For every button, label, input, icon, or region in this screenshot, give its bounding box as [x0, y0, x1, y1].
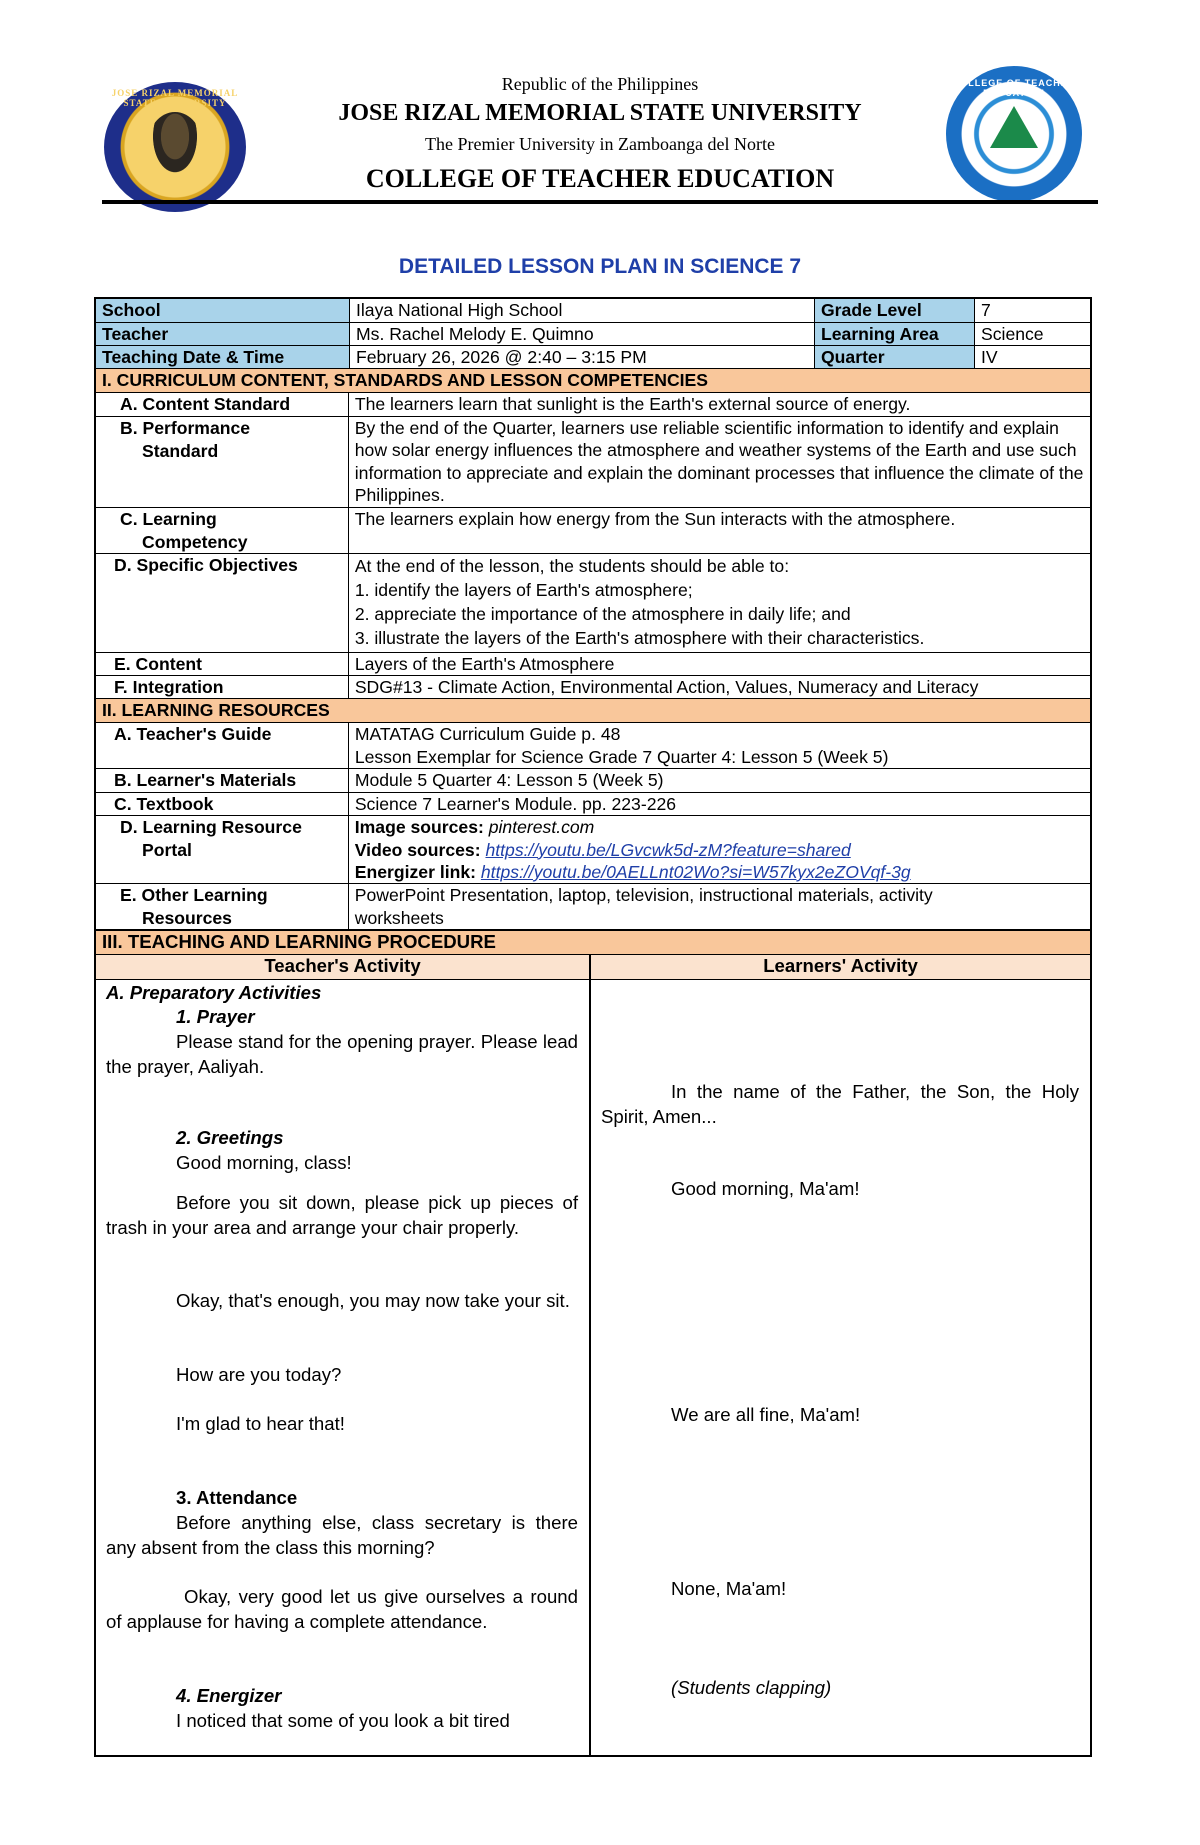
guide-line-1: MATATAG Curriculum Guide p. 48: [354, 724, 621, 744]
info-row-date: [96, 345, 1090, 368]
portal-label: [96, 816, 348, 883]
date-label: Teaching Date & Time: [96, 346, 349, 368]
learner-materials-row: [96, 768, 1090, 792]
teacher-value: Ms. Rachel Melody E. Quimno: [349, 323, 814, 345]
guide-line-2: Lesson Exemplar for Science Grade 7 Quarter 4: Lesson 5 (Week 5): [354, 746, 889, 767]
header-tagline: The Premier University in Zamboanga del Norte: [425, 134, 775, 154]
objectives-value: [348, 554, 1090, 652]
college-seal-text: COLLEGE OF TEACHER EDUCATION: [952, 78, 1076, 98]
curriculum-heading: I. CURRICULUM CONTENT, STANDARDS AND LESSON COMPETENCIES: [96, 369, 1090, 392]
competency-label: [96, 508, 348, 553]
competency-row: [96, 507, 1090, 553]
video-sources: [355, 839, 1084, 862]
guide-row: [96, 722, 1090, 768]
integration-label: F. Integration: [114, 677, 224, 697]
image-sources: [355, 816, 1084, 839]
attendance-text-1: Before anything else, class secretary is there any absent from the class this morning?: [106, 1512, 578, 1558]
school-value: Ilaya National High School: [349, 299, 814, 322]
portal-label-2: Portal: [142, 839, 192, 860]
guide-value: [348, 723, 1090, 768]
wellbeing-response: We are all fine, Ma'am!: [671, 1404, 861, 1425]
greeting-text-1: Good morning, class!: [176, 1152, 352, 1173]
greeting-response: Good morning, Ma'am!: [671, 1178, 860, 1199]
grade-label: Grade Level: [814, 299, 974, 322]
prayer-heading: 1. Prayer: [176, 1006, 255, 1027]
curriculum-section: [96, 368, 1090, 392]
teacher-activity-header: Teacher's Activity: [264, 955, 421, 976]
attendance-heading: 3. Attendance: [176, 1487, 298, 1508]
info-row-teacher: [96, 322, 1090, 345]
header-college: COLLEGE OF TEACHER EDUCATION: [365, 164, 835, 193]
energizer-heading: 4. Energizer: [176, 1685, 282, 1706]
grade-value: 7: [974, 299, 1090, 322]
performance-label-1: B. Performance: [120, 418, 251, 438]
other-resources-value: [348, 884, 1090, 929]
content-row: [96, 652, 1090, 675]
attendance-response: None, Ma'am!: [671, 1578, 787, 1599]
header-republic: Republic of the Philippines: [501, 74, 699, 94]
greeting-text-2: Before you sit down, please pick up pieces of trash in your area and arrange your chair properly.: [106, 1192, 578, 1238]
greeting-text-3: Okay, that's enough, you may now take your sit.: [176, 1290, 570, 1311]
quarter-value: IV: [974, 346, 1090, 368]
content-label: E. Content: [114, 654, 202, 674]
area-value: Science: [974, 323, 1090, 345]
integration-value: SDG#13 - Climate Action, Environmental Action, Values, Numeracy and Literacy: [348, 676, 1090, 698]
video-link[interactable]: https://youtu.be/LGvcwk5d-zM?feature=shared: [485, 839, 851, 860]
content-standard-value: The learners learn that sunlight is the Earth's external source of energy.: [348, 393, 1090, 416]
prayer-text: Please stand for the opening prayer. Please lead the prayer, Aaliyah.: [106, 1031, 578, 1077]
energizer-link[interactable]: https://youtu.be/0AELLnt02Wo?si=W57kyx2eZOVqf-3g: [480, 862, 911, 882]
competency-label-2: Competency: [142, 531, 248, 552]
objectives-row: [96, 553, 1090, 652]
competency-value: The learners explain how energy from the Sun interacts with the atmosphere.: [348, 508, 1090, 553]
resources-heading: II. LEARNING RESOURCES: [96, 699, 1090, 722]
other-resources-label-2: Resources: [142, 907, 232, 928]
objectives-intro: At the end of the lesson, the students should be able to:: [354, 556, 790, 576]
procedure-section: [96, 929, 1090, 954]
performance-label: [96, 417, 348, 507]
energizer-link-label: Energizer link:: [354, 862, 481, 882]
other-resources-row: [96, 883, 1090, 929]
energizer-text-1: I noticed that some of you look a bit tired: [176, 1710, 510, 1731]
image-sources-label: Image sources:: [354, 817, 489, 837]
content-standard-row: [96, 392, 1090, 416]
guide-label: A. Teacher's Guide: [114, 724, 272, 744]
university-seal-text: JOSE RIZAL MEMORIAL STATE UNIVERSITY: [111, 88, 239, 108]
quarter-label: Quarter: [814, 346, 974, 368]
objective-item: 1. identify the layers of Earth's atmosphere;: [354, 580, 693, 600]
info-row-school: [96, 299, 1090, 322]
textbook-label: C. Textbook: [114, 794, 214, 814]
learner-activity-column: [589, 980, 1090, 1755]
objectives-label: D. Specific Objectives: [114, 555, 298, 575]
other-resources-line-2: worksheets: [354, 907, 444, 928]
objective-item: 2. appreciate the importance of the atmosphere in daily life; and: [354, 604, 851, 624]
portal-value: [348, 816, 1090, 883]
integration-row: [96, 675, 1090, 698]
performance-standard-row: [96, 416, 1090, 507]
image-sources-value: pinterest.com: [488, 817, 595, 837]
content-standard-label: A. Content Standard: [120, 394, 291, 414]
learner-materials-value: Module 5 Quarter 4: Lesson 5 (Week 5): [348, 769, 1090, 792]
activity-body: [96, 979, 1090, 1755]
competency-label-1: C. Learning: [120, 509, 217, 529]
teacher-label: Teacher: [96, 323, 349, 345]
preparatory-heading: A. Preparatory Activities: [106, 982, 322, 1003]
teacher-activity-column: [96, 980, 589, 1755]
greetings-heading: 2. Greetings: [176, 1127, 284, 1148]
portal-label-1: D. Learning Resource: [120, 817, 302, 837]
other-resources-label: [96, 884, 348, 929]
learner-activity-header: Learners' Activity: [589, 955, 1090, 979]
prayer-response: In the name of the Father, the Son, the Holy Spirit, Amen...: [601, 1081, 1079, 1127]
performance-label-2: Standard: [142, 440, 219, 461]
performance-standard-value: By the end of the Quarter, learners use reliable scientific information to identify and explain how solar energy influences the atmosphere and weather systems of the Earth and use such information to appreciate and explain the dominant processes that influence the climate of the Philippines.: [348, 417, 1090, 507]
attendance-text-2: Okay, very good let us give ourselves a round of applause for having a complete attendance.: [106, 1586, 578, 1632]
date-value: February 26, 2026 @ 2:40 – 3:15 PM: [349, 346, 814, 368]
header-divider: [102, 200, 1098, 204]
greeting-text-5: I'm glad to hear that!: [176, 1413, 345, 1434]
header-university: JOSE RIZAL MEMORIAL STATE UNIVERSITY: [338, 100, 862, 126]
textbook-value: Science 7 Learner's Module. pp. 223-226: [348, 793, 1090, 815]
energizer-sources: [355, 861, 1084, 883]
learner-materials-label: B. Learner's Materials: [114, 770, 297, 790]
resources-section: [96, 698, 1090, 722]
procedure-heading: III. TEACHING AND LEARNING PROCEDURE: [96, 931, 1090, 954]
content-value: Layers of the Earth's Atmosphere: [348, 653, 1090, 675]
other-resources-line-1: PowerPoint Presentation, laptop, television, instructional materials, activity: [354, 885, 933, 905]
school-label: School: [96, 299, 349, 322]
document-title: DETAILED LESSON PLAN IN SCIENCE 7: [398, 255, 802, 278]
greeting-text-4: How are you today?: [176, 1364, 342, 1385]
portal-row: [96, 815, 1090, 883]
lesson-plan-table: [94, 297, 1092, 1757]
area-label: Learning Area: [814, 323, 974, 345]
objective-item: 3. illustrate the layers of the Earth's atmosphere with their characteristics.: [354, 628, 925, 648]
other-resources-label-1: E. Other Learning: [120, 885, 268, 905]
textbook-row: [96, 792, 1090, 815]
activity-header-row: [96, 954, 1090, 979]
video-sources-label: Video sources:: [354, 839, 486, 860]
clapping-response: (Students clapping): [671, 1677, 832, 1698]
